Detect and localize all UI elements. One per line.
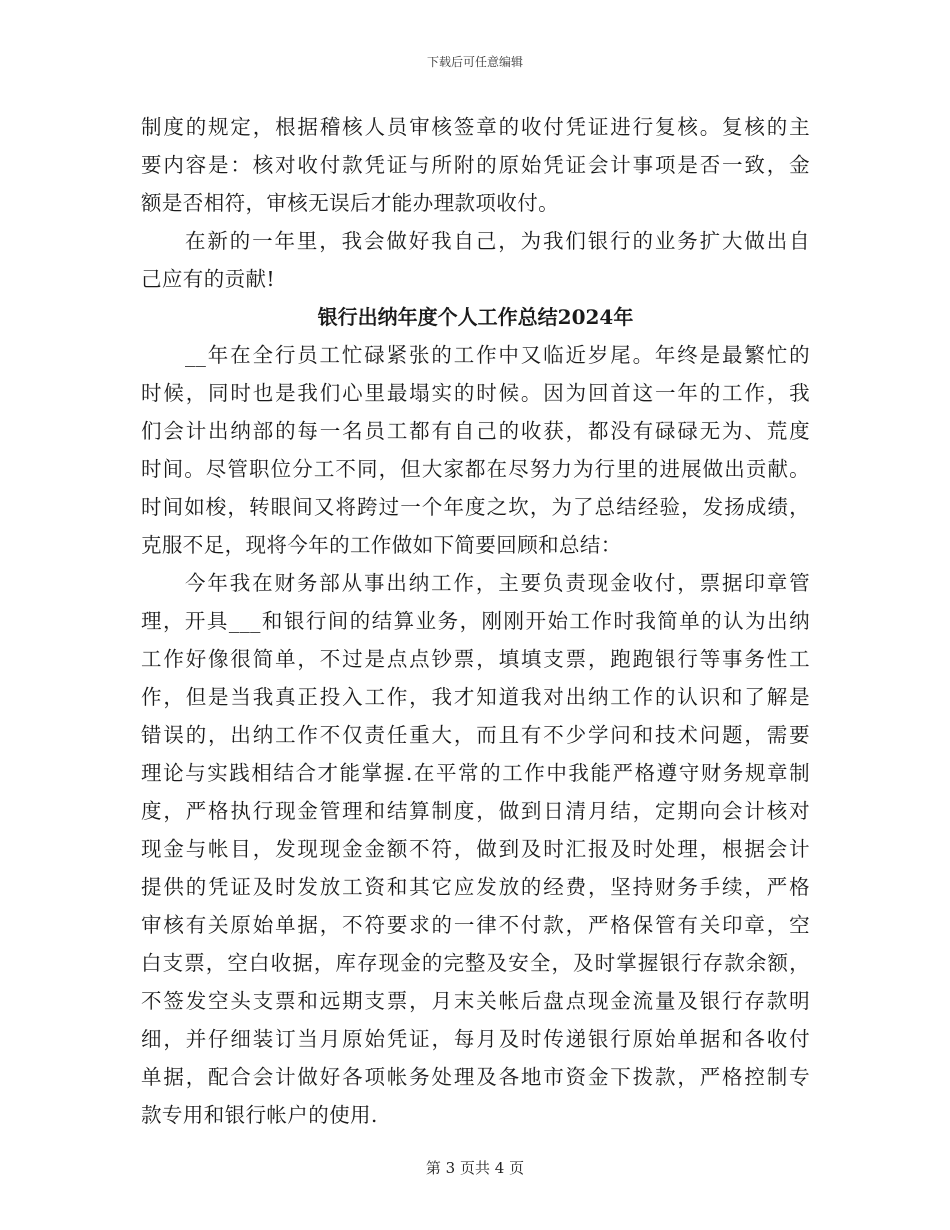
text-line: 理，开具___和银行间的结算业务，刚刚开始工作时我简单的认为出纳	[141, 609, 810, 633]
paragraph-new-year	[141, 222, 810, 298]
document-body	[141, 108, 810, 1134]
paragraph-intro	[141, 336, 810, 564]
page-header-note: 下载后可任意编辑	[426, 55, 523, 69]
text-line: 细，并仔细装订当月原始凭证，每月及时传递银行原始单据和各收付	[141, 1027, 810, 1051]
text-line: 己应有的贡献!	[141, 267, 276, 291]
text-line: 现金与帐目，发现现金金额不符，做到及时汇报及时处理，根据会计	[141, 837, 810, 861]
text-line: 克服不足，现将今年的工作做如下简要回顾和总结：	[141, 533, 622, 557]
text-line: 错误的，出纳工作不仅责任重大，而且有不少学问和技术问题，需要	[141, 723, 810, 747]
text-line: 要内容是：核对收付款凭证与所附的原始凭证会计事项是否一致，金	[141, 153, 810, 177]
article-title: 银行出纳年度个人工作总结2024年	[317, 305, 634, 329]
text-line: __年在全行员工忙碌紧张的工作中又临近岁尾。年终是最繁忙的	[185, 343, 810, 367]
text-line: 单据，配合会计做好各项帐务处理及各地市资金下拨款，严格控制专	[141, 1065, 810, 1089]
text-line: 时候，同时也是我们心里最塌实的时候。因为回首这一年的工作，我	[141, 381, 810, 405]
text-line: 时间。尽管职位分工不同，但大家都在尽努力为行里的进展做出贡献。	[141, 457, 810, 481]
text-line: 制度的规定，根据稽核人员审核签章的收付凭证进行复核。复核的主	[141, 115, 810, 139]
text-line: 作，但是当我真正投入工作，我才知道我对出纳工作的认识和了解是	[141, 685, 810, 709]
paragraph-review-rules	[141, 108, 810, 222]
paragraph-cashier-work	[141, 564, 810, 1134]
text-line: 提供的凭证及时发放工资和其它应发放的经费，坚持财务手续，严格	[141, 875, 810, 899]
text-line: 度，严格执行现金管理和结算制度，做到日清月结，定期向会计核对	[141, 799, 810, 823]
text-line: 理论与实践相结合才能掌握.在平常的工作中我能严格遵守财务规章制	[141, 761, 810, 785]
text-line: 白支票，空白收据，库存现金的完整及安全，及时掌握银行存款余额，	[141, 951, 810, 975]
page-number: 第 3 页共 4 页	[425, 1159, 525, 1177]
text-line: 时间如梭，转眼间又将跨过一个年度之坎，为了总结经验，发扬成绩，	[141, 495, 810, 519]
text-line: 额是否相符，审核无误后才能办理款项收付。	[141, 191, 559, 215]
text-line: 款专用和银行帐户的使用.	[141, 1103, 378, 1127]
text-line: 工作好像很简单，不过是点点钞票，填填支票，跑跑银行等事务性工	[141, 647, 810, 671]
text-line: 不签发空头支票和远期支票，月末关帐后盘点现金流量及银行存款明	[141, 989, 810, 1013]
text-line: 审核有关原始单据，不符要求的一律不付款，严格保管有关印章，空	[141, 913, 810, 937]
text-line: 们会计出纳部的每一名员工都有自己的收获，都没有碌碌无为、荒度	[141, 419, 810, 443]
text-line: 在新的一年里，我会做好我自己，为我们银行的业务扩大做出自	[185, 229, 810, 253]
text-line: 今年我在财务部从事出纳工作，主要负责现金收付，票据印章管	[185, 571, 810, 595]
